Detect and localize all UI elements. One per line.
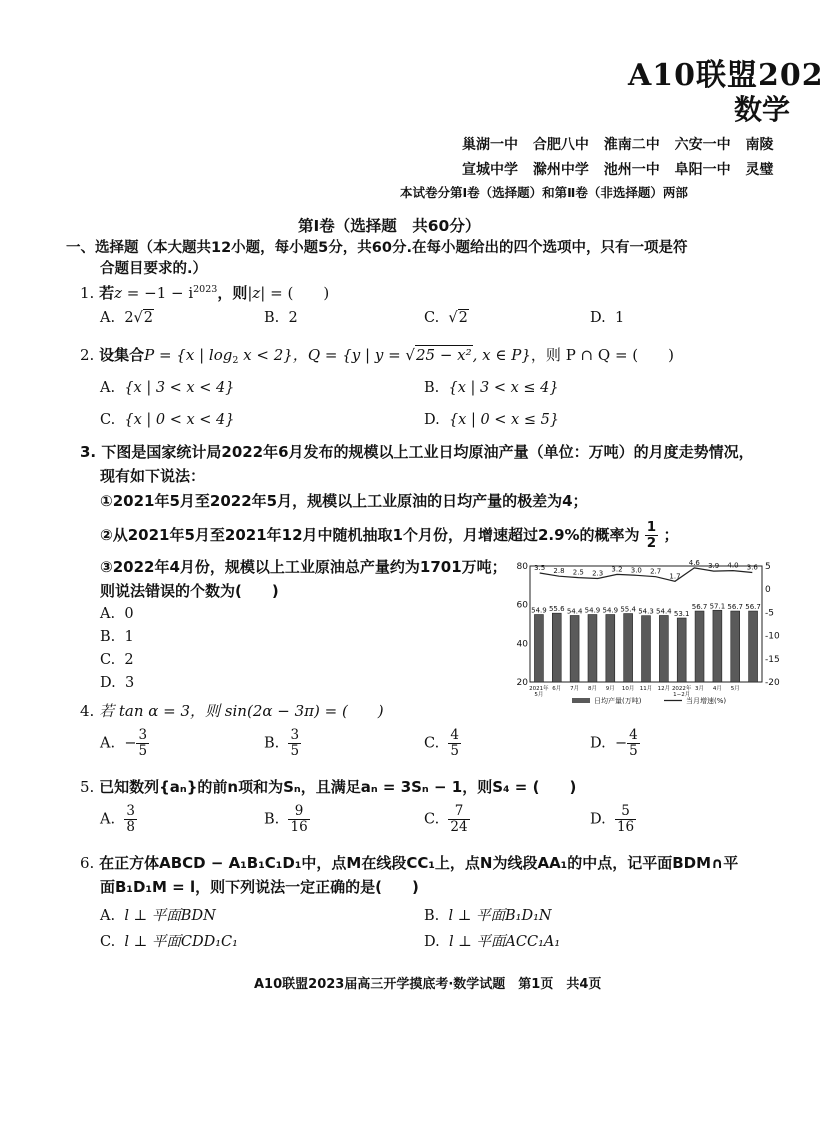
question-6-line-2: 面B₁D₁M = l，则下列说法一定正确的是( ): [100, 878, 419, 896]
line-data-label: 3.9: [708, 562, 720, 571]
y-left-tick-label: 80: [516, 562, 528, 572]
y-right-tick-label: -5: [765, 608, 774, 619]
school-name: 六安一中: [674, 137, 731, 153]
q1-option-c: C. √2: [424, 310, 468, 326]
line-data-label: 4.0: [727, 561, 739, 570]
q5-option-c: C. $\frac{7}{24}$: [424, 803, 468, 835]
school-name: 灵璧: [745, 162, 774, 178]
x-tick-label: 12月: [657, 686, 671, 692]
question-number: 1.: [80, 284, 95, 302]
q3-option-d: D. 3: [100, 675, 135, 691]
bar-data-label: 57.1: [709, 602, 726, 611]
question-3-prompt: 则说法错误的个数为( ): [100, 582, 279, 600]
bar: [713, 610, 722, 682]
question-4: 4. 若 tan α = 3，则 sin(2α − 3π) = ( ): [80, 702, 384, 720]
x-tick-label: 2021年: [529, 686, 549, 692]
bar: [731, 611, 740, 682]
fraction: $\frac{9}{16}$: [290, 803, 308, 835]
q3-option-c: C. 2: [100, 652, 134, 668]
fraction: $\frac{3}{5}$: [290, 727, 300, 759]
q4-option-b: B. $\frac{3}{5}$: [264, 727, 300, 759]
x-tick-label: 7月: [570, 686, 580, 692]
school-name: 宣城中学: [462, 162, 518, 178]
fraction: $\frac{5}{16}$: [616, 803, 635, 835]
section-heading: 一、选择题（本大题共12小题，每小题5分，共60分.在每小题给出的四个选项中，只有一项是符: [66, 240, 688, 256]
legend-bar-label: 日均产量(万吨): [594, 697, 642, 705]
x-tick-label: 10月: [621, 686, 635, 692]
x-tick-label: 9月: [605, 686, 615, 692]
q3-option-b: B. 1: [100, 629, 134, 645]
line-data-label: 3.5: [534, 563, 546, 572]
legend-line-label: 当月增速(%): [686, 697, 727, 705]
schools-row-2: [462, 159, 774, 179]
q2-option-a: A. {x | 3 < x < 4}: [100, 380, 235, 396]
x-tick-label: 6月: [552, 686, 562, 692]
bar-data-label: 56.7: [745, 603, 761, 612]
x-tick-label: 5月: [730, 686, 740, 692]
question-number: 5.: [80, 778, 95, 796]
q4-option-a: A. − $\frac{3}{5}$: [100, 727, 148, 759]
y-right-tick-label: 5: [765, 562, 771, 572]
x-tick-label: 4月: [712, 686, 722, 692]
question-number: 6.: [80, 854, 95, 872]
bar-data-label: 54.4: [566, 607, 583, 616]
school-name: 滁州中学: [532, 162, 589, 178]
bar: [552, 613, 561, 682]
bar: [677, 618, 686, 682]
q2-option-b: B. {x | 3 < x ≤ 4}: [424, 380, 559, 396]
q2-option-d: D. {x | 0 < x ≤ 5}: [424, 412, 560, 428]
y-right-tick-label: -10: [765, 631, 780, 642]
line-data-label: 2.7: [650, 567, 662, 576]
school-name: 池州一中: [603, 162, 660, 178]
q4-option-c: C. $\frac{4}{5}$: [424, 727, 459, 759]
line-data-label: 2.5: [572, 568, 584, 577]
bar: [606, 615, 615, 682]
q3-option-a: A. 0: [100, 606, 134, 622]
bar: [642, 616, 651, 682]
question-3-statement-2: ②从2021年5月至2021年12月中随机抽取1个月份，月增速超过2.9%的概率为 $\frac{1}{2}$ ；: [100, 519, 679, 551]
bar-data-label: 56.7: [691, 603, 708, 612]
section-heading-cont: 合题目要求的.）: [100, 261, 208, 277]
y-right-tick-label: -20: [765, 678, 780, 688]
fraction: $\frac{4}{5}$: [450, 727, 459, 759]
q5-option-b: B. $\frac{9}{16}$: [264, 803, 308, 835]
y-right-tick-label: 0: [765, 585, 771, 596]
bar-data-label: 56.7: [727, 603, 744, 612]
question-6: 6. 在正方体ABCD − A₁B₁C₁D₁中，点M在线段CC₁上，点N为线段AA₁的中点，记平面BDM∩平: [80, 854, 739, 872]
x-tick-label: 8月: [587, 686, 597, 692]
bar-data-label: 54.9: [531, 606, 547, 615]
question-number: 3.: [80, 443, 97, 461]
exam-subject: 数学: [734, 93, 791, 126]
q1-option-b: B. 2: [264, 310, 298, 326]
line-data-label: 1.7: [669, 572, 681, 581]
page-footer: A10联盟2023届高三开学摸底考·数学试题 第1页 共4页: [254, 977, 602, 992]
bar-data-label: 53.1: [673, 610, 690, 619]
school-name: 淮南二中: [603, 137, 660, 153]
x-tick-label: 11月: [639, 686, 653, 692]
bar: [749, 611, 758, 682]
q2-option-c: C. {x | 0 < x < 4}: [100, 412, 235, 428]
line-data-label: 3.2: [611, 565, 623, 574]
y-left-tick-label: 40: [516, 639, 528, 650]
bar: [659, 615, 668, 682]
q6-option-c: C. l ⊥ 平面CDD₁C₁: [100, 934, 238, 950]
growth-line: [540, 568, 753, 581]
x-tick-label: 2022年: [671, 686, 692, 692]
bar: [695, 611, 704, 682]
x-tick-label: 1−2月: [673, 692, 691, 698]
q1-option-a: A. 2√2: [100, 310, 154, 326]
bar: [534, 615, 543, 682]
x-tick-label: 3月: [695, 686, 705, 692]
bar: [588, 615, 597, 682]
bar-data-label: 55.6: [548, 605, 565, 614]
school-name: 合肥八中: [532, 137, 589, 153]
q6-option-d: D. l ⊥ 平面ACC₁A₁: [424, 934, 561, 950]
bar-data-label: 54.4: [656, 607, 672, 616]
fraction: $\frac{7}{24}$: [450, 803, 468, 835]
question-3-line-2: 现有如下说法：: [100, 467, 206, 485]
bar-data-label: 54.9: [584, 606, 601, 615]
line-data-label: 4.6: [688, 558, 700, 567]
exam-instructions: 本试卷分第Ⅰ卷（选择题）和第Ⅱ卷（非选择题）两部: [400, 185, 688, 200]
x-tick-label: 5月: [534, 692, 544, 698]
q6-option-b: B. l ⊥ 平面B₁D₁N: [424, 908, 552, 924]
question-number: 2.: [80, 346, 95, 364]
bar-data-label: 54.3: [638, 607, 654, 616]
q6-option-a: A. l ⊥ 平面BDN: [100, 908, 216, 924]
part-title: 第Ⅰ卷（选择题 共60分）: [298, 217, 481, 235]
fraction: $\frac{3}{8}$: [126, 803, 135, 835]
schools-row-1: [462, 134, 774, 154]
question-3: 3. 下图是国家统计局2022年6月发布的规模以上工业日均原油产量（单位：万吨）的月度走势情况，: [80, 443, 754, 461]
school-name: 南陵: [745, 137, 774, 153]
question-3-statement-1: ①2021年5月至2022年5月，规模以上工业原油的日均产量的极差为4；: [100, 492, 588, 510]
y-right-tick-label: -15: [765, 654, 780, 665]
y-left-tick-label: 60: [516, 600, 528, 611]
line-data-label: 2.8: [553, 567, 565, 576]
school-name: 阜阳一中: [674, 162, 731, 178]
fraction: $\frac{3}{5}$: [138, 727, 148, 759]
question-2: 2. 设集合P = {x | $\log_2 x < 2$}，Q = {y | y = √25 − x², x ∈ P}，则 P ∩ Q = ( ): [80, 346, 674, 366]
question-3-statement-3: ③2022年4月份，规模以上工业原油总产量约为1701万吨；: [100, 558, 507, 576]
line-data-label: 3.0: [630, 566, 642, 575]
y-left-tick-label: 20: [516, 678, 528, 688]
bar-data-label: 55.4: [620, 605, 636, 614]
bar: [624, 614, 633, 682]
q5-option-a: A. $\frac{3}{8}$: [100, 803, 135, 835]
line-data-label: 2.3: [592, 569, 604, 578]
legend-bar-swatch: [572, 698, 590, 703]
line-data-label: 3.6: [746, 563, 758, 572]
q4-option-d: D. − $\frac{4}{5}$: [590, 727, 638, 759]
school-name: 巢湖一中: [462, 137, 518, 153]
question-number: 4.: [80, 702, 95, 720]
exam-title: A10联盟202: [628, 58, 824, 93]
question-1: 1. 若$z = -1 - i^{2023}$，则|z| = ( ): [80, 284, 330, 302]
q5-option-d: D. $\frac{5}{16}$: [590, 803, 635, 835]
oil-production-chart: [510, 558, 790, 710]
fraction: $\frac{4}{5}$: [629, 727, 638, 759]
question-5: 5. 已知数列{aₙ}的前n项和为Sₙ，且满足aₙ = 3Sₙ − 1，则S₄ = ( ): [80, 778, 577, 796]
bar: [570, 615, 579, 682]
bar-data-label: 54.9: [602, 606, 619, 615]
q1-option-d: D. 1: [590, 310, 625, 326]
fraction: $\frac{1}{2}$: [646, 519, 657, 551]
